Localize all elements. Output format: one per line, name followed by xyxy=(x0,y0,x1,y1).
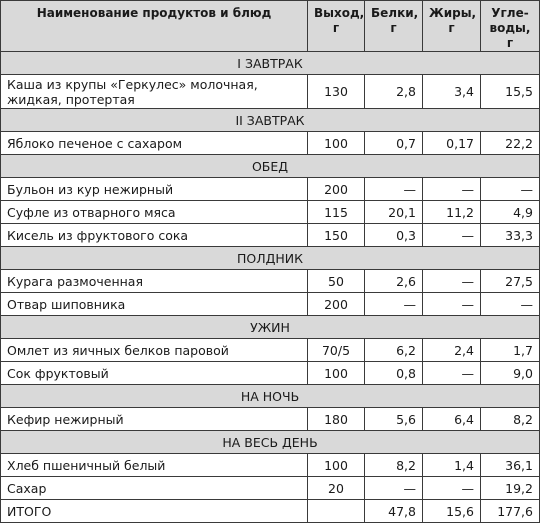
section-label: НА НОЧЬ xyxy=(1,385,540,408)
section-row xyxy=(1,431,540,454)
product-name-cell: Сок фруктовый xyxy=(1,362,308,385)
protein-cell: 8,2 xyxy=(365,454,423,477)
fat-cell: 1,4 xyxy=(423,454,481,477)
fat-cell: 11,2 xyxy=(423,201,481,224)
carbs-cell: 15,5 xyxy=(481,75,540,109)
product-name-cell: Курага размоченная xyxy=(1,270,308,293)
output-cell: 130 xyxy=(308,75,365,109)
carbs-cell: 33,3 xyxy=(481,224,540,247)
table-row xyxy=(1,454,540,477)
protein-cell: 2,6 xyxy=(365,270,423,293)
carbs-cell: 8,2 xyxy=(481,408,540,431)
fat-cell: 15,6 xyxy=(423,500,481,523)
product-name-cell: Суфле из отварного мяса xyxy=(1,201,308,224)
output-cell: 200 xyxy=(308,293,365,316)
table-row xyxy=(1,178,540,201)
carbs-cell: 1,7 xyxy=(481,339,540,362)
table-row xyxy=(1,201,540,224)
protein-cell: 6,2 xyxy=(365,339,423,362)
product-name-cell: Отвар шиповника xyxy=(1,293,308,316)
header-output: Выход, г xyxy=(308,1,365,52)
carbs-cell: 36,1 xyxy=(481,454,540,477)
section-row xyxy=(1,155,540,178)
section-row xyxy=(1,247,540,270)
output-cell: 115 xyxy=(308,201,365,224)
output-cell: 100 xyxy=(308,454,365,477)
product-name-cell: Каша из крупы «Геркулес» молочная, жидкая, протертая xyxy=(1,75,308,109)
table-body xyxy=(1,52,540,523)
table-header-row xyxy=(1,1,540,52)
protein-cell: 0,8 xyxy=(365,362,423,385)
carbs-cell: 9,0 xyxy=(481,362,540,385)
table-row xyxy=(1,362,540,385)
table-row xyxy=(1,224,540,247)
output-cell: 70/5 xyxy=(308,339,365,362)
output-cell: 20 xyxy=(308,477,365,500)
protein-cell: 20,1 xyxy=(365,201,423,224)
fat-cell: 6,4 xyxy=(423,408,481,431)
section-label: ПОЛДНИК xyxy=(1,247,540,270)
product-name-cell: Сахар xyxy=(1,477,308,500)
section-row xyxy=(1,52,540,75)
section-label: УЖИН xyxy=(1,316,540,339)
output-cell: 100 xyxy=(308,362,365,385)
carbs-cell: 19,2 xyxy=(481,477,540,500)
header-name: Наименование продуктов и блюд xyxy=(1,1,308,52)
table-row xyxy=(1,477,540,500)
section-label: ОБЕД xyxy=(1,155,540,178)
table-row xyxy=(1,500,540,523)
product-name-cell: ИТОГО xyxy=(1,500,308,523)
table-row xyxy=(1,339,540,362)
output-cell: 50 xyxy=(308,270,365,293)
output-cell: 150 xyxy=(308,224,365,247)
protein-cell: 2,8 xyxy=(365,75,423,109)
product-name-cell: Яблоко печеное с сахаром xyxy=(1,132,308,155)
fat-cell: — xyxy=(423,270,481,293)
fat-cell: — xyxy=(423,224,481,247)
protein-cell: — xyxy=(365,477,423,500)
product-name-cell: Кефир нежирный xyxy=(1,408,308,431)
header-fat: Жиры, г xyxy=(423,1,481,52)
table-row xyxy=(1,270,540,293)
fat-cell: — xyxy=(423,477,481,500)
section-row xyxy=(1,385,540,408)
fat-cell: 0,17 xyxy=(423,132,481,155)
protein-cell: 47,8 xyxy=(365,500,423,523)
product-name-cell: Омлет из яичных белков паровой xyxy=(1,339,308,362)
output-cell: 100 xyxy=(308,132,365,155)
table-row xyxy=(1,293,540,316)
protein-cell: — xyxy=(365,293,423,316)
carbs-cell: 4,9 xyxy=(481,201,540,224)
fat-cell: — xyxy=(423,178,481,201)
protein-cell: — xyxy=(365,178,423,201)
fat-cell: 2,4 xyxy=(423,339,481,362)
header-carbs: Угле- воды, г xyxy=(481,1,540,52)
carbs-cell: — xyxy=(481,178,540,201)
protein-cell: 5,6 xyxy=(365,408,423,431)
section-label: I ЗАВТРАК xyxy=(1,52,540,75)
output-cell: 200 xyxy=(308,178,365,201)
protein-cell: 0,3 xyxy=(365,224,423,247)
carbs-cell: 27,5 xyxy=(481,270,540,293)
table-row xyxy=(1,132,540,155)
carbs-cell: — xyxy=(481,293,540,316)
section-row xyxy=(1,109,540,132)
table-row xyxy=(1,75,540,109)
product-name-cell: Бульон из кур нежирный xyxy=(1,178,308,201)
output-cell: 180 xyxy=(308,408,365,431)
fat-cell: — xyxy=(423,293,481,316)
table-row xyxy=(1,408,540,431)
section-row xyxy=(1,316,540,339)
carbs-cell: 177,6 xyxy=(481,500,540,523)
section-label: НА ВЕСЬ ДЕНЬ xyxy=(1,431,540,454)
product-name-cell: Хлеб пшеничный белый xyxy=(1,454,308,477)
section-label: II ЗАВТРАК xyxy=(1,109,540,132)
fat-cell: 3,4 xyxy=(423,75,481,109)
protein-cell: 0,7 xyxy=(365,132,423,155)
header-protein: Белки, г xyxy=(365,1,423,52)
product-name-cell: Кисель из фруктового сока xyxy=(1,224,308,247)
output-cell xyxy=(308,500,365,523)
fat-cell: — xyxy=(423,362,481,385)
carbs-cell: 22,2 xyxy=(481,132,540,155)
